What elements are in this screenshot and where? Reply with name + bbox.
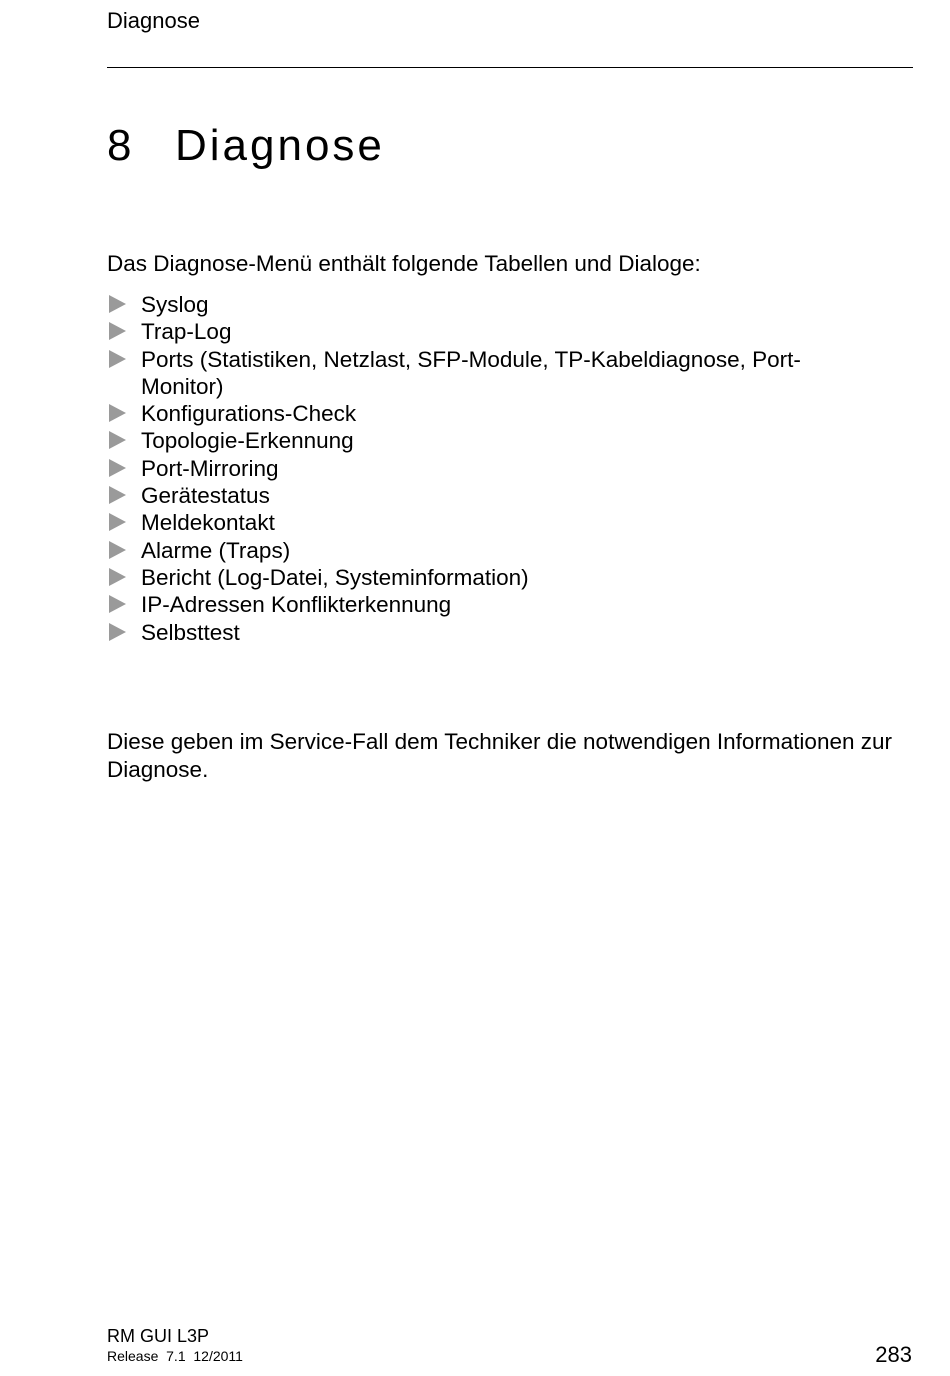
list-item — [107, 537, 867, 564]
footer-document-name: RM GUI L3P — [107, 1326, 210, 1346]
list-item-label: Ports (Statistiken, Netzlast, SFP-Module, TP-Kabeldiagnose, Port-Monitor) — [141, 346, 801, 399]
right-triangle-icon — [109, 295, 126, 313]
right-triangle-icon — [109, 459, 126, 477]
page-number: 283 — [875, 1342, 912, 1367]
list-item — [107, 346, 867, 401]
chapter-title-text: Diagnose — [175, 121, 385, 170]
list-item — [107, 455, 867, 482]
list-item-label: Topologie-Erkennung — [141, 428, 354, 454]
list-item-label: Selbsttest — [141, 619, 240, 645]
list-item — [107, 619, 867, 646]
right-triangle-icon — [109, 513, 126, 531]
right-triangle-icon — [109, 404, 126, 422]
right-triangle-icon — [109, 322, 126, 340]
right-triangle-icon — [109, 568, 126, 586]
footer-release: Release 7.1 12/2011 — [107, 1348, 243, 1364]
list-item-label: Syslog — [141, 292, 209, 317]
list-item-label: Port-Mirroring — [141, 455, 279, 481]
list-item — [107, 482, 867, 509]
chapter-title — [107, 120, 385, 172]
list-item-label: Gerätestatus — [141, 483, 270, 509]
chapter-number: 8 — [107, 121, 135, 170]
right-triangle-icon — [109, 431, 126, 449]
list-item — [107, 291, 867, 318]
list-item-label: Trap-Log — [141, 319, 232, 345]
right-triangle-icon — [109, 541, 126, 559]
list-item — [107, 400, 867, 427]
list-item-label: IP-Adressen Konflikterkennung — [141, 592, 452, 618]
list-item — [107, 509, 867, 536]
list-item — [107, 591, 867, 618]
intro-paragraph: Das Diagnose-Menü enthält folgende Tabellen und Dialoge: — [107, 251, 701, 276]
right-triangle-icon — [109, 595, 126, 613]
right-triangle-icon — [109, 350, 126, 368]
list-item-label: Bericht (Log-Datei, Systeminformation) — [141, 564, 529, 590]
running-header: Diagnose — [107, 8, 200, 33]
right-triangle-icon — [109, 623, 126, 641]
list-item — [107, 427, 867, 454]
list-item — [107, 564, 867, 591]
header-rule — [107, 67, 913, 68]
list-item-label: Konfigurations-Check — [141, 401, 357, 427]
list-item-label: Meldekontakt — [141, 510, 275, 536]
closing-paragraph: Diese geben im Service-Fall dem Techniker die notwendigen Informationen zur Diagnose. — [107, 729, 892, 782]
list-item — [107, 318, 867, 345]
list-item-label: Alarme (Traps) — [141, 537, 291, 563]
diagnose-item-list — [107, 291, 867, 646]
right-triangle-icon — [109, 486, 126, 504]
